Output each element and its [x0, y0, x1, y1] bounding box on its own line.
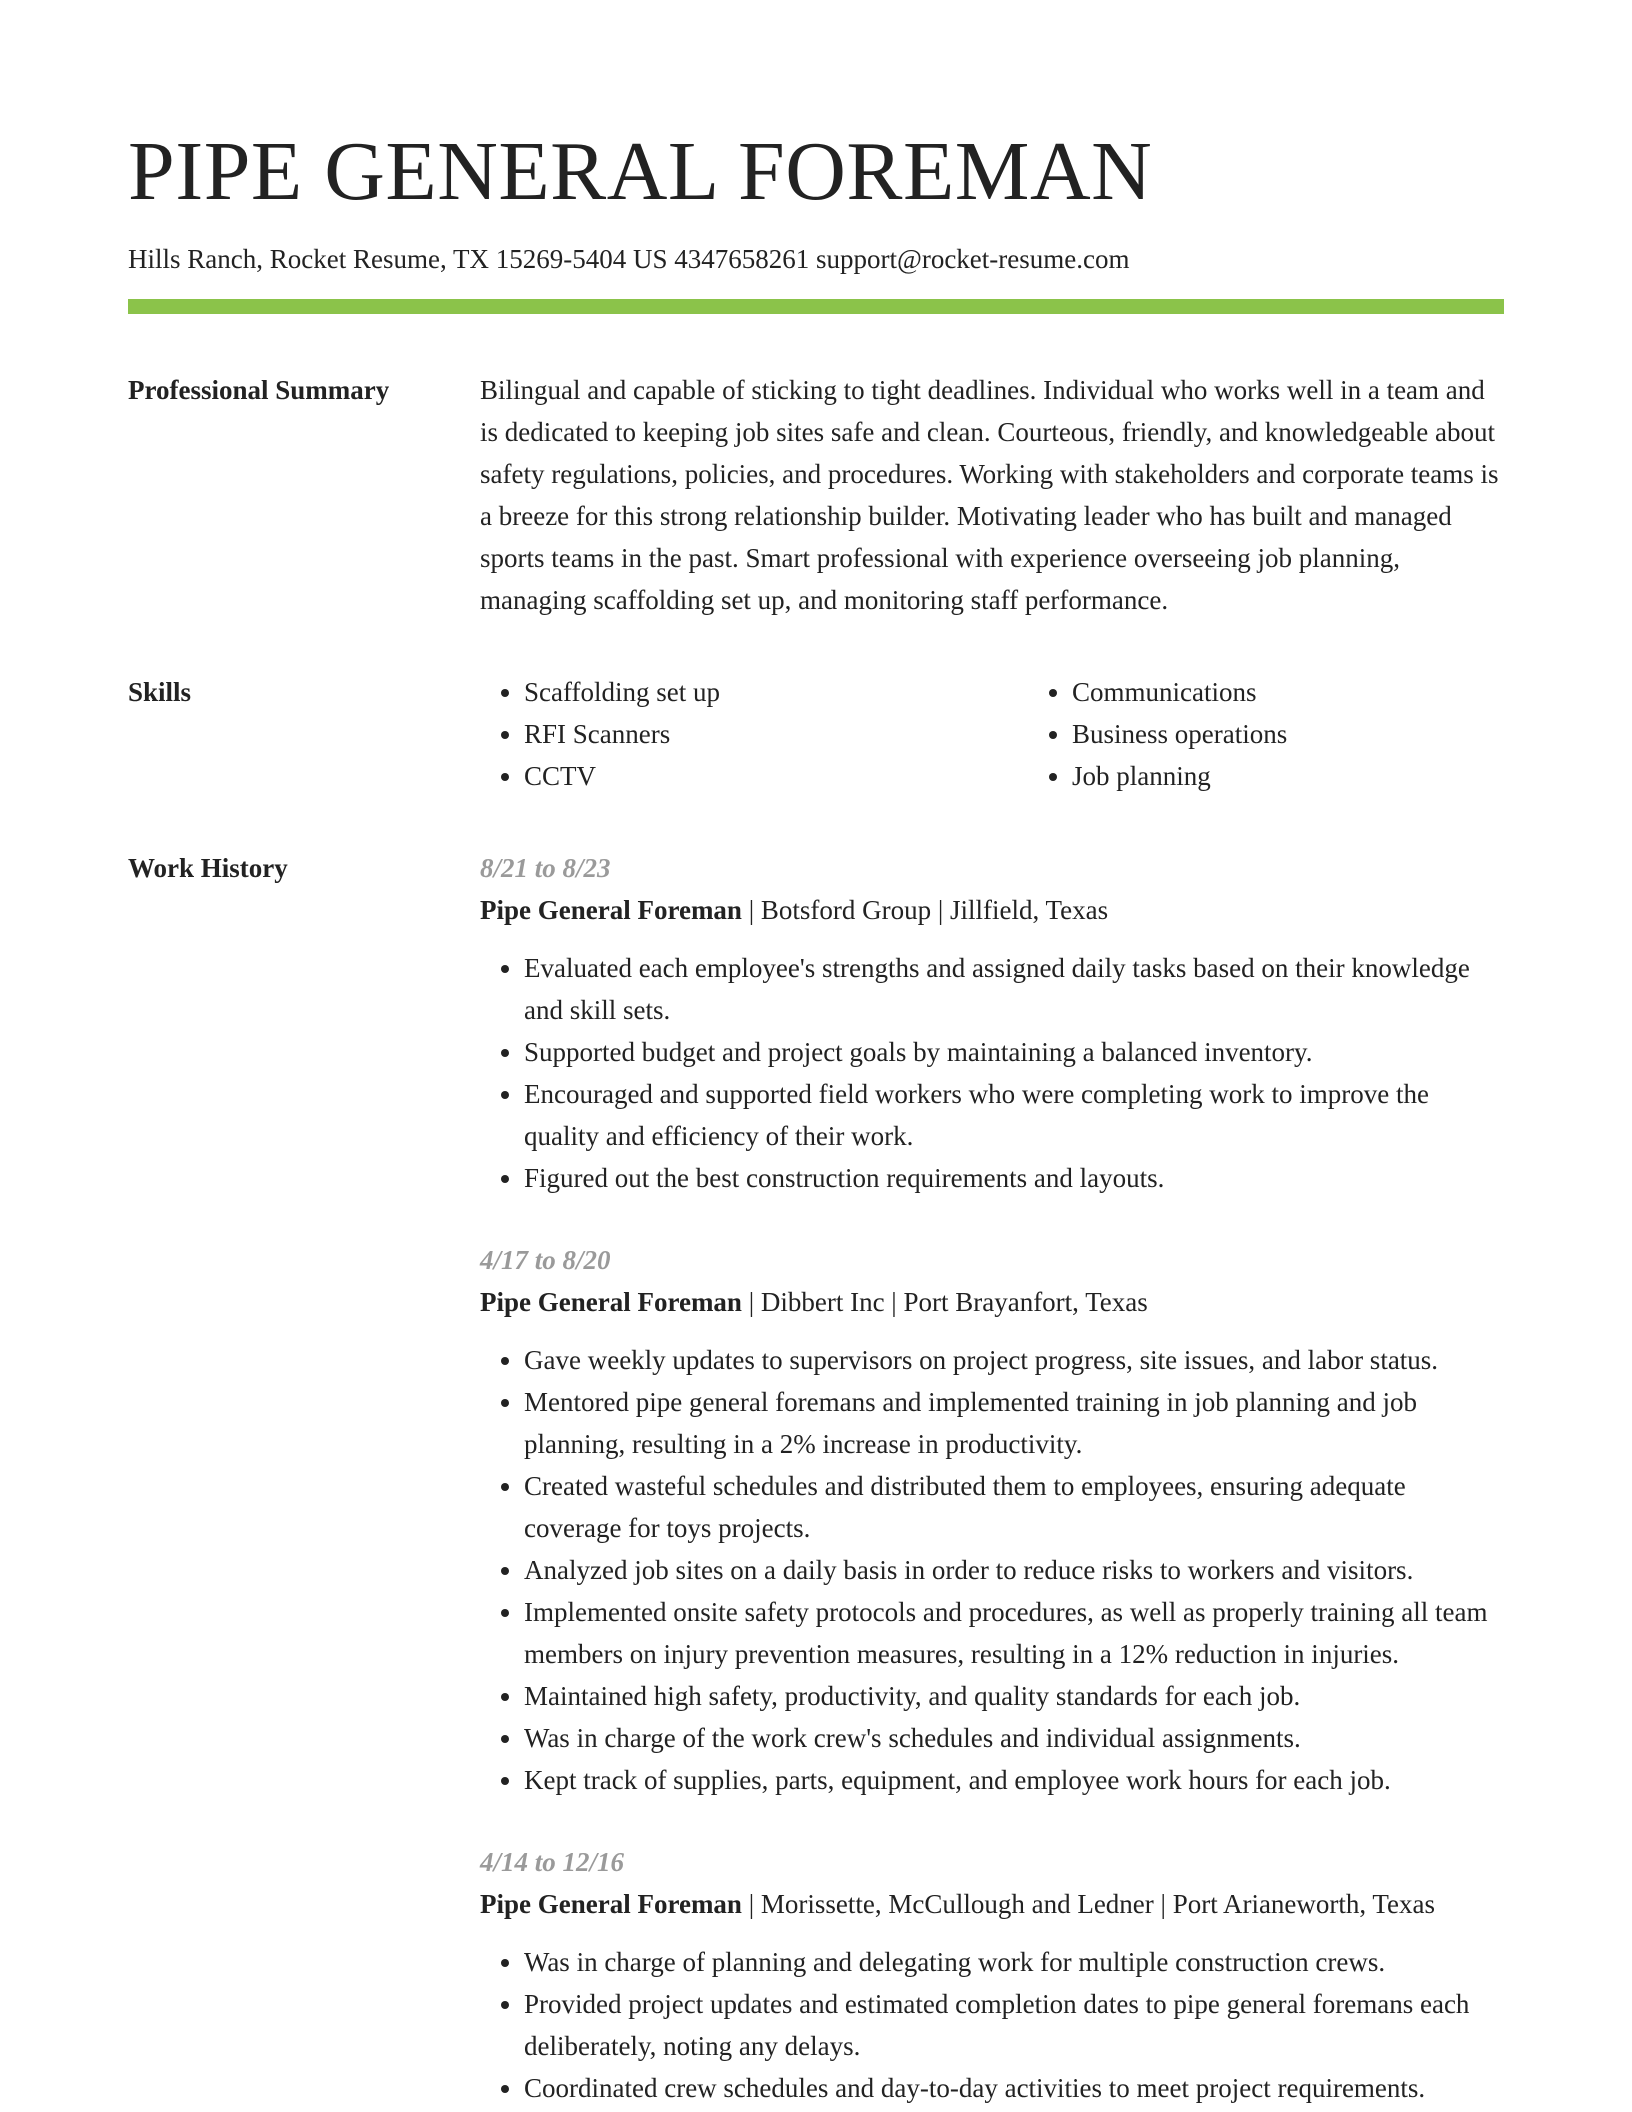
summary-text: Bilingual and capable of sticking to tight deadlines. Individual who works well in a team and is dedicated to keeping job sites safe and clean. Courteous, friendly, and knowledgeable about safety regulations, policies, and procedures. Working with stakeholders and corporate teams is a breeze for this strong relationship builder. Motivating leader who has built and managed sports teams in the past. Smart professional with experience overseeing job planning, managing scaffolding set up, and monitoring staff performance. — [480, 375, 1499, 616]
job-entry — [480, 847, 1504, 1199]
job-dates: 4/14 to 12/16 — [480, 1847, 625, 1878]
skill-item: • RFI Scanners — [524, 713, 1028, 755]
job-title: Pipe General Foreman — [480, 1889, 742, 1920]
job-bullet: • Supported budget and project goals by maintaining a balanced inventory. — [524, 1031, 1504, 1073]
skills-section — [128, 671, 1504, 797]
job-details: | Botsford Group | Jillfield, Texas — [741, 895, 1109, 926]
job-dates: 4/17 to 8/20 — [480, 1245, 611, 1276]
skill-item: • Communications — [1072, 671, 1532, 713]
job-bullets — [480, 1339, 1504, 1801]
contact-line: Hills Ranch, Rocket Resume, TX 15269-5404 US 4347658261 support@rocket-resume.com — [128, 244, 1130, 274]
job-bullet: • Provided project updates and estimated completion dates to pipe general foremans each deliberately, noting any delays. — [524, 1983, 1504, 2067]
job-bullet: • Kept track of supplies, parts, equipment, and employee work hours for each job. — [524, 1759, 1504, 1801]
job-bullet: • Analyzed job sites on a daily basis in order to reduce risks to workers and visitors. — [524, 1549, 1504, 1591]
job-bullet: • Created wasteful schedules and distributed them to employees, ensuring adequate coverage for toys projects. — [524, 1465, 1504, 1549]
resume-name: PIPE GENERAL FOREMAN — [128, 125, 1153, 218]
job-bullet: • Encouraged and supported field workers who were completing work to improve the quality and efficiency of their work. — [524, 1073, 1504, 1157]
job-entry — [480, 1841, 1504, 2109]
job-bullets — [480, 947, 1504, 1199]
skill-item: • Business operations — [1072, 713, 1532, 755]
summary-heading: Professional Summary — [128, 375, 390, 406]
job-dates: 8/21 to 8/23 — [480, 853, 611, 884]
skills-heading: Skills — [128, 677, 192, 708]
summary-section — [128, 369, 1504, 621]
skill-item: • CCTV — [524, 755, 1028, 797]
skill-item: • Scaffolding set up — [524, 671, 1028, 713]
work-history-section — [128, 847, 1504, 2109]
job-bullet: • Was in charge of planning and delegating work for multiple construction crews. — [524, 1941, 1504, 1983]
job-title: Pipe General Foreman — [480, 1287, 742, 1318]
job-title: Pipe General Foreman — [480, 895, 742, 926]
skill-item: • Job planning — [1072, 755, 1532, 797]
job-bullet: • Coordinated crew schedules and day-to-day activities to meet project requirements. — [524, 2067, 1504, 2109]
job-bullet: • Was in charge of the work crew's schedules and individual assignments. — [524, 1717, 1504, 1759]
skills-list-left — [480, 671, 1028, 797]
skills-list-right — [1028, 671, 1532, 797]
header-divider — [128, 299, 1504, 314]
job-title-line — [480, 1883, 1504, 1925]
job-bullet: • Figured out the best construction requirements and layouts. — [524, 1157, 1504, 1199]
work-history-heading: Work History — [128, 853, 288, 884]
job-bullet: • Maintained high safety, productivity, and quality standards for each job. — [524, 1675, 1504, 1717]
job-bullet: • Mentored pipe general foremans and implemented training in job planning and job planning, resulting in a 2% increase in productivity. — [524, 1381, 1504, 1465]
job-title-line — [480, 1281, 1504, 1323]
job-bullet: • Implemented onsite safety protocols and procedures, as well as properly training all team members on injury prevention measures, resulting in a 12% reduction in injuries. — [524, 1591, 1504, 1675]
job-bullet: • Evaluated each employee's strengths and assigned daily tasks based on their knowledge and skill sets. — [524, 947, 1504, 1031]
job-details: | Dibbert Inc | Port Brayanfort, Texas — [741, 1287, 1148, 1318]
job-bullets — [480, 1941, 1504, 2109]
resume-page — [128, 118, 1504, 2109]
job-bullet: • Gave weekly updates to supervisors on project progress, site issues, and labor status. — [524, 1339, 1504, 1381]
job-title-line — [480, 889, 1504, 931]
job-details: | Morissette, McCullough and Ledner | Port Arianeworth, Texas — [741, 1889, 1436, 1920]
job-entry — [480, 1239, 1504, 1801]
